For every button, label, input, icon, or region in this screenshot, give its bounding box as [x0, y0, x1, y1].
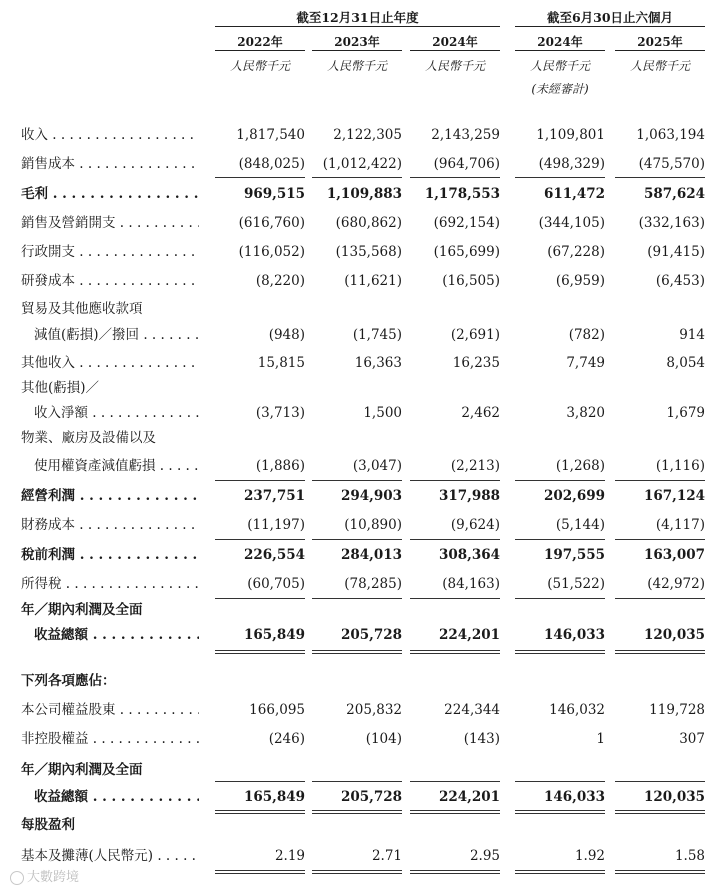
row-value-col-3: (16,505)	[442, 273, 500, 289]
row-non-controlling-interests	[0, 726, 713, 752]
row-value-col-4: 3,820	[566, 405, 605, 421]
row-value-col-1: 166,095	[249, 702, 305, 718]
row-label: 使用權資產減值虧損 . . .	[34, 453, 199, 479]
col-year-5: 2025年	[637, 35, 683, 49]
row-value-col-2: (1,745)	[352, 327, 402, 343]
col-year-rule-3	[410, 50, 500, 51]
watermark	[10, 866, 79, 885]
row-label: 其他收入 . . .	[21, 350, 199, 376]
row-value-col-5: 914	[679, 327, 705, 343]
row-value-col-5: 163,007	[643, 547, 705, 563]
header-group-interim: 截至6月30日止六個月	[546, 10, 674, 25]
row-total-income-2	[0, 784, 713, 810]
row-eps-basic-diluted	[0, 843, 713, 869]
col-year-1: 2022年	[237, 35, 283, 49]
row-value-col-1: 2.19	[274, 848, 305, 864]
row-value-col-1: 969,515	[243, 186, 305, 202]
row-value-col-5: 120,035	[643, 789, 705, 805]
row-label: 其他(虧損)／	[21, 380, 100, 396]
row-rd-costs	[0, 268, 713, 294]
row-value-col-5: 1,679	[666, 405, 705, 421]
row-value-col-4: (6,959)	[555, 273, 605, 289]
row-value-col-1: (616,760)	[238, 215, 305, 231]
row-value-col-3: 2,143,259	[431, 127, 500, 143]
row-value-col-2: (10,890)	[344, 517, 402, 533]
row-value-col-3: (2,691)	[450, 327, 500, 343]
double-rule-total-income-2-col-1	[215, 810, 305, 814]
rule-after-non-controlling-col-5	[615, 781, 705, 782]
row-value-col-1: (11,197)	[247, 517, 305, 533]
row-value-col-5: 8,054	[666, 355, 705, 371]
row-income-tax	[0, 571, 713, 597]
row-label: 經營利潤 . . .	[21, 483, 199, 509]
rule-after-cost-of-sales-col-5	[615, 177, 705, 178]
row-attributable-header	[0, 668, 713, 694]
row-value-col-4: (498,329)	[538, 156, 605, 172]
row-value-col-4: 202,699	[543, 488, 605, 504]
row-value-col-3: 2,462	[461, 405, 500, 421]
col-unit-1: 人民幣千元	[229, 59, 290, 73]
row-label: 本公司權益股東 . . .	[21, 697, 199, 723]
row-value-col-5: 587,624	[643, 186, 705, 202]
row-admin-expenses	[0, 239, 713, 265]
row-profit-before-tax	[0, 542, 713, 568]
col-year-rule-4	[515, 50, 605, 51]
row-label: 所得稅 . . .	[21, 571, 199, 597]
row-value-col-3: 224,201	[438, 627, 500, 643]
row-value-col-2: 16,363	[354, 355, 402, 371]
rule-after-finance-costs-col-4	[515, 539, 605, 540]
row-value-col-5: 1.58	[674, 848, 705, 864]
header-group-annual-rule	[215, 26, 500, 27]
row-value-col-3: 317,988	[438, 488, 500, 504]
row-label: 毛利 . . .	[21, 181, 199, 207]
row-value-col-2: 205,832	[346, 702, 402, 718]
col-year-rule-2	[312, 50, 402, 51]
row-value-col-3: (2,213)	[450, 458, 500, 474]
col-unit-5: 人民幣千元	[629, 59, 690, 73]
row-value-col-2: 284,013	[340, 547, 402, 563]
rule-after-cost-of-sales-col-4	[515, 177, 605, 178]
row-value-col-5: (1,116)	[655, 458, 705, 474]
row-total-income-header-2	[0, 757, 713, 783]
rule-before-operating-profit-col-2	[312, 480, 402, 481]
row-value-col-2: (680,862)	[335, 215, 402, 231]
row-cost-of-sales	[0, 151, 713, 177]
row-value-col-1: (246)	[268, 731, 305, 747]
row-value-col-4: 146,033	[543, 789, 605, 805]
row-value-col-3: 1,178,553	[424, 186, 500, 202]
row-value-col-2: (78,285)	[344, 576, 402, 592]
double-rule-eps-col-5	[615, 870, 705, 874]
row-total-income-header	[0, 597, 713, 623]
row-value-col-5: (6,453)	[655, 273, 705, 289]
rule-after-income-tax-col-1	[215, 598, 305, 599]
row-value-col-3: 224,344	[444, 702, 500, 718]
double-rule-total-income-col-2	[312, 650, 402, 654]
row-value-col-3: 16,235	[452, 355, 500, 371]
row-other-income	[0, 350, 713, 376]
rule-before-operating-profit-col-4	[515, 480, 605, 481]
row-value-col-4: 1,109,801	[536, 127, 605, 143]
row-value-col-2: 294,903	[340, 488, 402, 504]
rule-after-non-controlling-col-1	[215, 781, 305, 782]
rule-after-cost-of-sales-col-1	[215, 177, 305, 178]
row-value-col-2: 2,122,305	[333, 127, 402, 143]
row-label: 行政開支 . . .	[21, 239, 199, 265]
row-label: 年／期內利潤及全面	[21, 602, 143, 618]
row-value-col-1: (848,025)	[238, 156, 305, 172]
row-label: 銷售及營銷開支 . . .	[21, 210, 199, 236]
rule-after-income-tax-col-5	[615, 598, 705, 599]
row-ppe-impairment	[0, 453, 713, 479]
row-finance-costs	[0, 512, 713, 538]
double-rule-eps-col-2	[312, 870, 402, 874]
watermark-text: 大數跨境	[27, 870, 80, 885]
rule-before-operating-profit-col-3	[410, 480, 500, 481]
row-value-col-1: 237,751	[243, 488, 305, 504]
row-label: 每股盈利	[21, 817, 75, 833]
rule-after-finance-costs-col-3	[410, 539, 500, 540]
row-gross-profit	[0, 181, 713, 207]
row-value-col-1: (1,886)	[255, 458, 305, 474]
double-rule-total-income-col-1	[215, 650, 305, 654]
row-value-col-1: 165,849	[243, 789, 305, 805]
row-value-col-3: (9,624)	[450, 517, 500, 533]
double-rule-total-income-col-5	[615, 650, 705, 654]
row-value-col-2: 1,109,883	[326, 186, 402, 202]
row-label: 稅前利潤 . . .	[21, 542, 199, 568]
row-value-col-3: (143)	[463, 731, 500, 747]
rule-before-operating-profit-col-5	[615, 480, 705, 481]
row-label: 收入 . . .	[21, 122, 199, 148]
row-value-col-5: 307	[679, 731, 705, 747]
double-rule-eps-col-4	[515, 870, 605, 874]
row-value-col-4: 197,555	[543, 547, 605, 563]
col-unit-2: 人民幣千元	[326, 59, 387, 73]
row-receivables-impairment	[0, 322, 713, 348]
double-rule-total-income-2-col-5	[615, 810, 705, 814]
row-value-col-2: (3,047)	[352, 458, 402, 474]
row-value-col-4: (344,105)	[538, 215, 605, 231]
row-value-col-1: (3,713)	[255, 405, 305, 421]
col-year-3: 2024年	[432, 35, 478, 49]
col-unit-4: 人民幣千元	[529, 59, 590, 73]
row-value-col-5: (4,117)	[655, 517, 705, 533]
row-label: 收益總額 . . .	[34, 622, 199, 648]
row-other-loss-header	[0, 375, 713, 401]
row-value-col-3: 2.95	[469, 848, 500, 864]
row-value-col-4: (5,144)	[555, 517, 605, 533]
row-value-col-2: 205,728	[340, 789, 402, 805]
row-value-col-5: 119,728	[649, 702, 705, 718]
row-value-col-5: (42,972)	[647, 576, 705, 592]
row-label: 財務成本 . . .	[21, 512, 199, 538]
row-value-col-4: 146,032	[549, 702, 605, 718]
watermark-logo-icon	[10, 871, 24, 885]
row-value-col-4: (51,522)	[547, 576, 605, 592]
col-year-2: 2023年	[334, 35, 380, 49]
rule-after-finance-costs-col-5	[615, 539, 705, 540]
rule-after-income-tax-col-4	[515, 598, 605, 599]
row-value-col-4: 1.92	[574, 848, 605, 864]
row-value-col-2: 205,728	[340, 627, 402, 643]
double-rule-total-income-2-col-3	[410, 810, 500, 814]
col-year-rule-1	[215, 50, 305, 51]
header-group-annual: 截至12月31日止年度	[296, 10, 419, 25]
header-group-interim-rule	[515, 26, 705, 27]
col-unit-3: 人民幣千元	[424, 59, 485, 73]
row-receivables-impairment-header	[0, 296, 713, 322]
row-label: 貿易及其他應收款項	[21, 301, 143, 317]
row-operating-profit	[0, 483, 713, 509]
row-value-col-2: 1,500	[363, 405, 402, 421]
rule-after-finance-costs-col-2	[312, 539, 402, 540]
double-rule-total-income-col-4	[515, 650, 605, 654]
rule-after-non-controlling-col-3	[410, 781, 500, 782]
rule-before-operating-profit-col-1	[215, 480, 305, 481]
rule-after-non-controlling-col-2	[312, 781, 402, 782]
double-rule-total-income-2-col-2	[312, 810, 402, 814]
row-value-col-1: (948)	[268, 327, 305, 343]
row-selling-expenses	[0, 210, 713, 236]
row-ppe-impairment-header	[0, 425, 713, 451]
row-value-col-1: 1,817,540	[236, 127, 305, 143]
row-value-col-1: (8,220)	[255, 273, 305, 289]
row-value-col-5: (475,570)	[638, 156, 705, 172]
row-equity-shareholders	[0, 697, 713, 723]
row-label: 收益總額 . . .	[34, 784, 199, 810]
row-label: 研發成本 . . .	[21, 268, 199, 294]
row-label: 基本及攤薄(人民幣元) . . .	[21, 843, 199, 869]
row-value-col-2: 2.71	[371, 848, 402, 864]
row-value-col-1: 165,849	[243, 627, 305, 643]
rule-after-cost-of-sales-col-3	[410, 177, 500, 178]
row-label: 收入淨額 . . .	[34, 400, 199, 426]
row-value-col-4: 7,749	[566, 355, 605, 371]
row-value-col-4: 146,033	[543, 627, 605, 643]
row-label: 銷售成本 . . .	[21, 151, 199, 177]
row-value-col-3: 308,364	[438, 547, 500, 563]
row-value-col-3: (165,699)	[433, 244, 500, 260]
row-value-col-1: 226,554	[243, 547, 305, 563]
row-value-col-3: (692,154)	[433, 215, 500, 231]
row-value-col-5: 120,035	[643, 627, 705, 643]
row-value-col-5: (91,415)	[647, 244, 705, 260]
row-value-col-1: (60,705)	[247, 576, 305, 592]
double-rule-eps-col-1	[215, 870, 305, 874]
double-rule-total-income-2-col-4	[515, 810, 605, 814]
row-value-col-2: (135,568)	[335, 244, 402, 260]
row-value-col-1: (116,052)	[238, 244, 305, 260]
col-note-unaudited: (未經審計)	[531, 82, 589, 96]
row-value-col-2: (11,621)	[344, 273, 402, 289]
row-value-col-2: (104)	[365, 731, 402, 747]
row-value-col-4: (782)	[568, 327, 605, 343]
row-value-col-5: 1,063,194	[636, 127, 705, 143]
row-eps-header	[0, 812, 713, 838]
rule-after-finance-costs-col-1	[215, 539, 305, 540]
row-value-col-4: (1,268)	[555, 458, 605, 474]
row-label: 下列各項應佔：	[21, 673, 116, 689]
double-rule-eps-col-3	[410, 870, 500, 874]
rule-after-non-controlling-col-4	[515, 781, 605, 782]
row-value-col-4: 1	[596, 731, 605, 747]
row-value-col-3: 224,201	[438, 789, 500, 805]
row-label: 非控股權益 . . .	[21, 726, 199, 752]
row-other-loss-net	[0, 400, 713, 426]
row-label: 減值(虧損)／撥回 . . .	[34, 322, 199, 348]
row-value-col-2: (1,012,422)	[322, 156, 402, 172]
row-value-col-4: 611,472	[543, 186, 605, 202]
rule-after-income-tax-col-3	[410, 598, 500, 599]
row-value-col-3: (84,163)	[442, 576, 500, 592]
row-value-col-4: (67,228)	[547, 244, 605, 260]
row-label: 物業、廠房及設備以及	[21, 430, 156, 446]
rule-after-income-tax-col-2	[312, 598, 402, 599]
rule-after-cost-of-sales-col-2	[312, 177, 402, 178]
row-revenue	[0, 122, 713, 148]
row-total-income	[0, 622, 713, 648]
row-value-col-3: (964,706)	[433, 156, 500, 172]
row-value-col-5: (332,163)	[638, 215, 705, 231]
row-value-col-1: 15,815	[257, 355, 305, 371]
row-label: 年／期內利潤及全面	[21, 762, 143, 778]
double-rule-total-income-col-3	[410, 650, 500, 654]
col-year-rule-5	[615, 50, 705, 51]
row-value-col-5: 167,124	[643, 488, 705, 504]
col-year-4: 2024年	[537, 35, 583, 49]
